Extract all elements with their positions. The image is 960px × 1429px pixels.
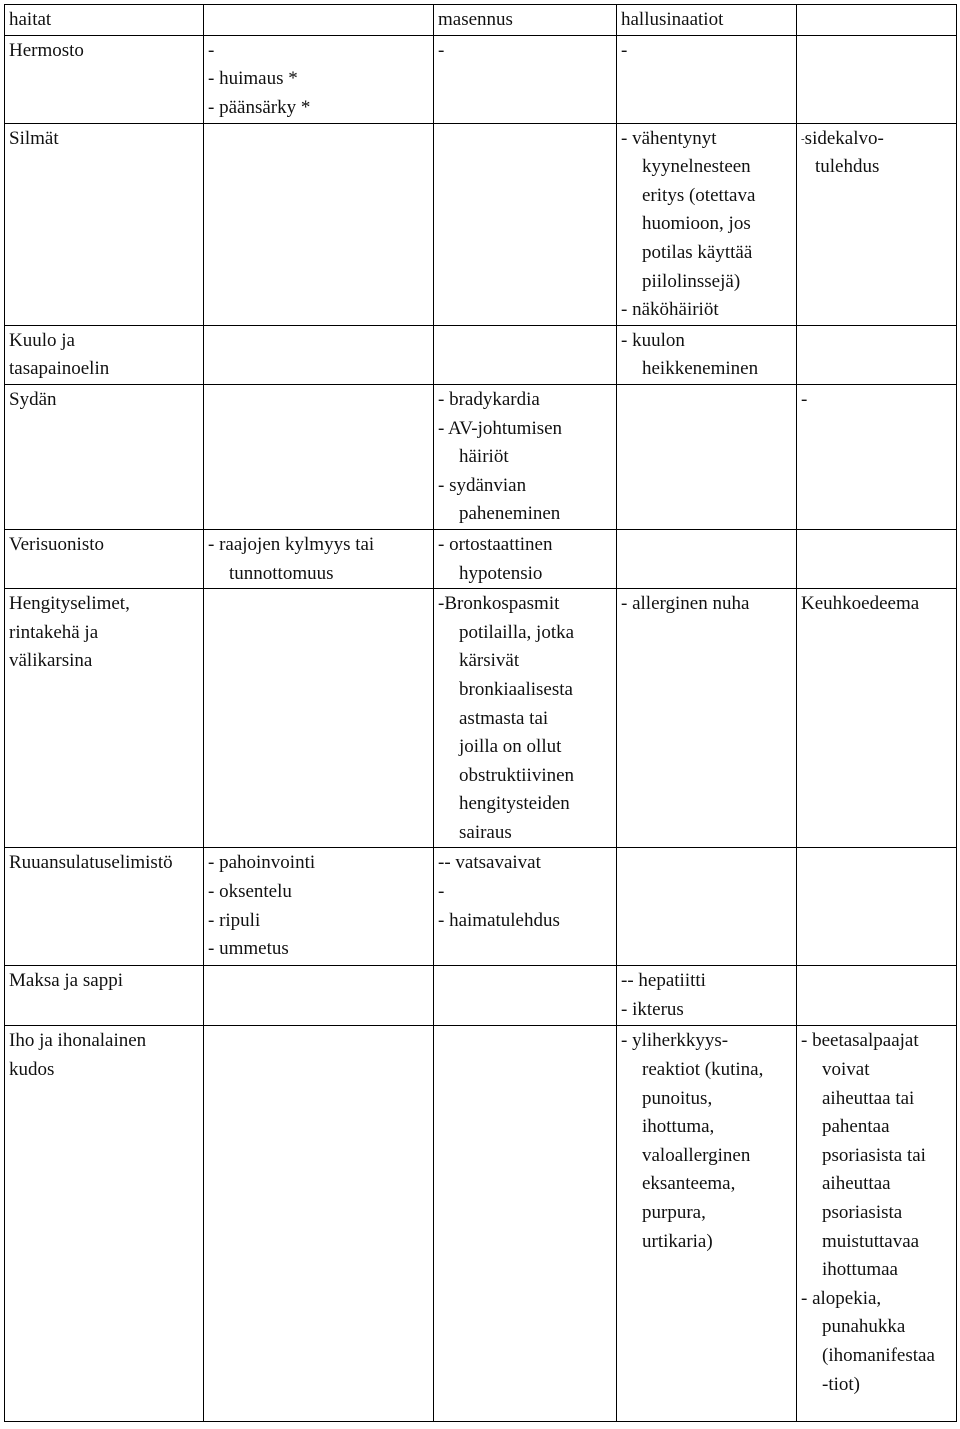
cell-c1 [204, 966, 434, 1026]
header-cell-empty-2 [797, 5, 957, 36]
cell-c2: -Bronkospasmit potilailla, jotka kärsivät bronkiaalisesta astmasta tai joilla on ollut obstruktiivinen hengitysteiden sairaus [434, 589, 617, 848]
header-cell-masennus: masennus [434, 5, 617, 36]
cell-c3 [617, 529, 797, 588]
cell-c1 [204, 589, 434, 848]
table-row-hengityselimet [5, 589, 957, 848]
header-cell-haitat: haitat [5, 5, 204, 36]
row-label: Ruuansulatuselimistö [5, 848, 204, 966]
cell-c1 [204, 325, 434, 384]
row-label: Hermosto [5, 35, 204, 123]
row-label: Kuulo ja tasapainoelin [5, 325, 204, 384]
cell-c2: - [434, 35, 617, 123]
table-row-ruuansulatus [5, 848, 957, 966]
row-label: Silmät [5, 123, 204, 325]
cell-c4 [797, 325, 957, 384]
row-label: Sydän [5, 384, 204, 529]
cell-c2: - ortostaattinen hypotensio [434, 529, 617, 588]
cell-c1 [204, 1026, 434, 1422]
cell-c2 [434, 1026, 617, 1422]
cell-c4 [797, 529, 957, 588]
cell-c4: -sidekalvo- tulehdus [797, 123, 957, 325]
row-label: Iho ja ihonalainen kudos [5, 1026, 204, 1422]
cell-c1 [204, 123, 434, 325]
cell-c1 [204, 384, 434, 529]
table-row-maksa [5, 966, 957, 1026]
cell-c3 [617, 848, 797, 966]
table-row-iho [5, 1026, 957, 1422]
table-header-row [5, 5, 957, 36]
cell-c2 [434, 325, 617, 384]
cell-c3: - allerginen nuha [617, 589, 797, 848]
row-label: Verisuonisto [5, 529, 204, 588]
header-cell-hallusinaatiot: hallusinaatiot [617, 5, 797, 36]
cell-c3: - yliherkkyys- reaktiot (kutina, punoitus, ihottuma, valoallerginen eksanteema, purpura, urtikaria) [617, 1026, 797, 1422]
bullet-dash: - [801, 132, 805, 145]
cell-c4 [797, 35, 957, 123]
cell-c1: - - huimaus * - päänsärky * [204, 35, 434, 123]
header-cell-empty [204, 5, 434, 36]
cell-c4: - beetasalpaajat voivat aiheuttaa tai pahentaa psoriasista tai aiheuttaa psoriasista muistuttavaa ihottumaa - alopekia, punahukka (ihomanifestaa -tiot) [797, 1026, 957, 1422]
table-row-sydan [5, 384, 957, 529]
cell-c3: - kuulon heikkeneminen [617, 325, 797, 384]
row-label: Maksa ja sappi [5, 966, 204, 1026]
cell-c1: - pahoinvointi - oksentelu - ripuli - ummetus [204, 848, 434, 966]
row-label: Hengityselimet, rintakehä ja välikarsina [5, 589, 204, 848]
table-row-kuulo [5, 325, 957, 384]
cell-c2: - bradykardia - AV-johtumisen häiriöt - sydänvian paheneminen [434, 384, 617, 529]
cell-c2 [434, 966, 617, 1026]
cell-c4: - [797, 384, 957, 529]
table-row-silmat [5, 123, 957, 325]
cell-c4: Keuhkoedeema [797, 589, 957, 848]
cell-c3: - vähentynyt kyynelnesteen eritys (otettava huomioon, jos potilas käyttää piilolinssejä) - näköhäiriöt [617, 123, 797, 325]
cell-c3: -- hepatiitti - ikterus [617, 966, 797, 1026]
table-row-verisuonisto [5, 529, 957, 588]
cell-c4 [797, 966, 957, 1026]
cell-c4 [797, 848, 957, 966]
cell-c3 [617, 384, 797, 529]
side-effects-table [4, 4, 957, 1422]
cell-c2 [434, 123, 617, 325]
cell-c1: - raajojen kylmyys tai tunnottomuus [204, 529, 434, 588]
table-row-hermosto [5, 35, 957, 123]
cell-c3: - [617, 35, 797, 123]
cell-c2: -- vatsavaivat - - haimatulehdus [434, 848, 617, 966]
